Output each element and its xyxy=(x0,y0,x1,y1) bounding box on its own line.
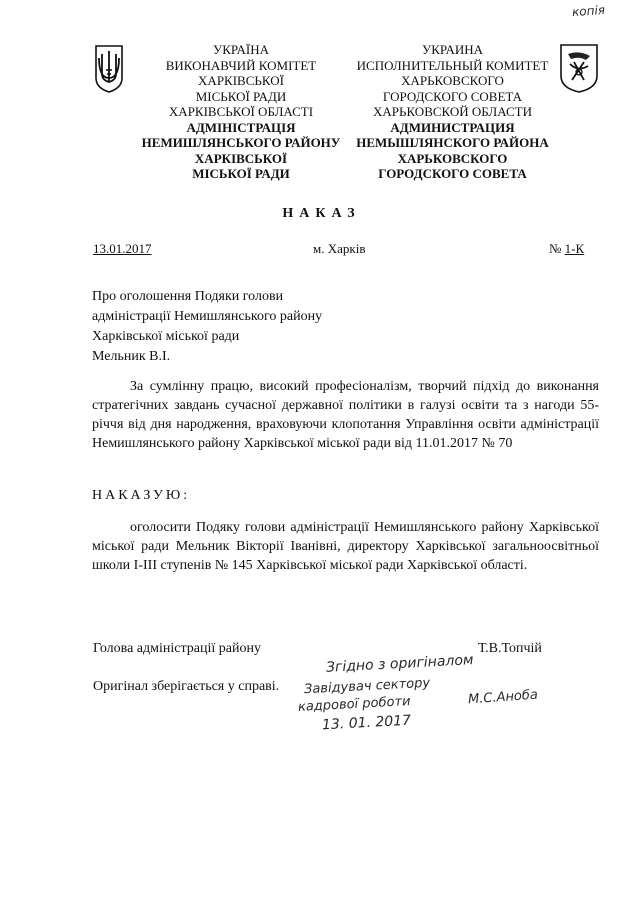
signer-title: Голова адміністрації району xyxy=(93,641,261,656)
order-text: оголосити Подяку голови адміністрації Немишлянського району Харківської міської ради Мельник Вікторії Іванівні, директору Харківської загальноосвітньої школи І-ІІІ ступенів № 145 Харківської міської ради Харківської області. xyxy=(92,520,599,573)
subject-line: адміністрації Немишлянського району xyxy=(92,309,323,324)
order-word: НАКАЗУЮ: xyxy=(92,488,191,503)
order-date: 13.01.2017 xyxy=(93,241,152,256)
header-line: ХАРЬКОВСКОЙ ОБЛАСТИ xyxy=(372,104,532,119)
handwritten-signature: М.С.Аноба xyxy=(467,687,539,708)
ukraine-trident-emblem-icon xyxy=(93,44,125,94)
header-line: ХАРКІВСЬКОЇ xyxy=(198,73,284,88)
header-line: ИСПОЛНИТЕЛЬНЫЙ КОМИТЕТ xyxy=(356,57,549,73)
signer-name: Т.В.Топчій xyxy=(478,641,542,656)
header-line: УКРАЇНА xyxy=(213,42,269,57)
order-paragraph xyxy=(92,518,599,575)
header-line: ВИКОНАВЧИЙ КОМІТЕТ xyxy=(165,57,317,73)
header-line: МІСЬКОЇ РАДИ xyxy=(195,88,287,104)
handwritten-certification-line: Згідно з оригіналом xyxy=(325,652,474,676)
order-number xyxy=(549,241,584,257)
order-number-prefix: № xyxy=(549,241,565,256)
header-line: УКРАИНА xyxy=(422,42,483,57)
subject-line: Мельник В.І. xyxy=(92,349,171,364)
header-bold-line: ХАРКІВСЬКОЇ xyxy=(194,150,288,166)
handwritten-certification-line: Завідувач сектору xyxy=(303,675,431,698)
header-bold-line: НЕМЫШЛЯНСКОГО РАЙОНА xyxy=(356,135,549,150)
header-bold-line: АДМИНИСТРАЦИЯ xyxy=(390,119,515,135)
header-bold-line: АДМІНІСТРАЦІЯ xyxy=(186,119,296,135)
order-number-value: 1-К xyxy=(564,241,585,256)
header-line: ХАРЬКОВСКОГО xyxy=(401,73,504,88)
header-russian xyxy=(345,42,560,182)
header-bold-line: МІСЬКОЇ РАДИ xyxy=(192,166,290,181)
order-subject xyxy=(92,287,322,367)
handwritten-certification-line: кадрової роботи xyxy=(297,694,411,715)
header-ukrainian xyxy=(130,42,352,182)
preamble-paragraph xyxy=(92,377,599,453)
corner-handwritten-mark: копія xyxy=(571,2,606,20)
original-note: Оригінал зберігається у справі. xyxy=(93,679,280,694)
subject-line: Про оголошення Подяки голови xyxy=(92,289,284,304)
handwritten-date: 13. 01. 2017 xyxy=(321,712,412,734)
preamble-text: За сумлінну працю, високий професіоналізм, творчий підхід до виконання стратегічних завдань сучасної державної політики в галузі освіти та з нагоди 55-річчя від дня народження, враховуючи клопотання Управління освіти адміністрації Немишлянського району Харківської міської ради від 11.01.2017 № 70 xyxy=(92,379,599,451)
header-line: ХАРКІВСЬКОЇ ОБЛАСТІ xyxy=(168,104,314,119)
header-line: ГОРОДСКОГО СОВЕТА xyxy=(382,88,523,104)
header-bold-line: ХАРЬКОВСКОГО xyxy=(397,150,508,166)
header-bold-line: ГОРОДСКОГО СОВЕТА xyxy=(378,166,527,181)
kharkiv-city-emblem-icon xyxy=(558,42,600,94)
subject-line: Харківської міської ради xyxy=(92,329,240,344)
document-title: НАКАЗ xyxy=(282,206,361,221)
order-city: м. Харків xyxy=(313,241,366,256)
header-bold-line: НЕМИШЛЯНСЬКОГО РАЙОНУ xyxy=(141,135,341,150)
